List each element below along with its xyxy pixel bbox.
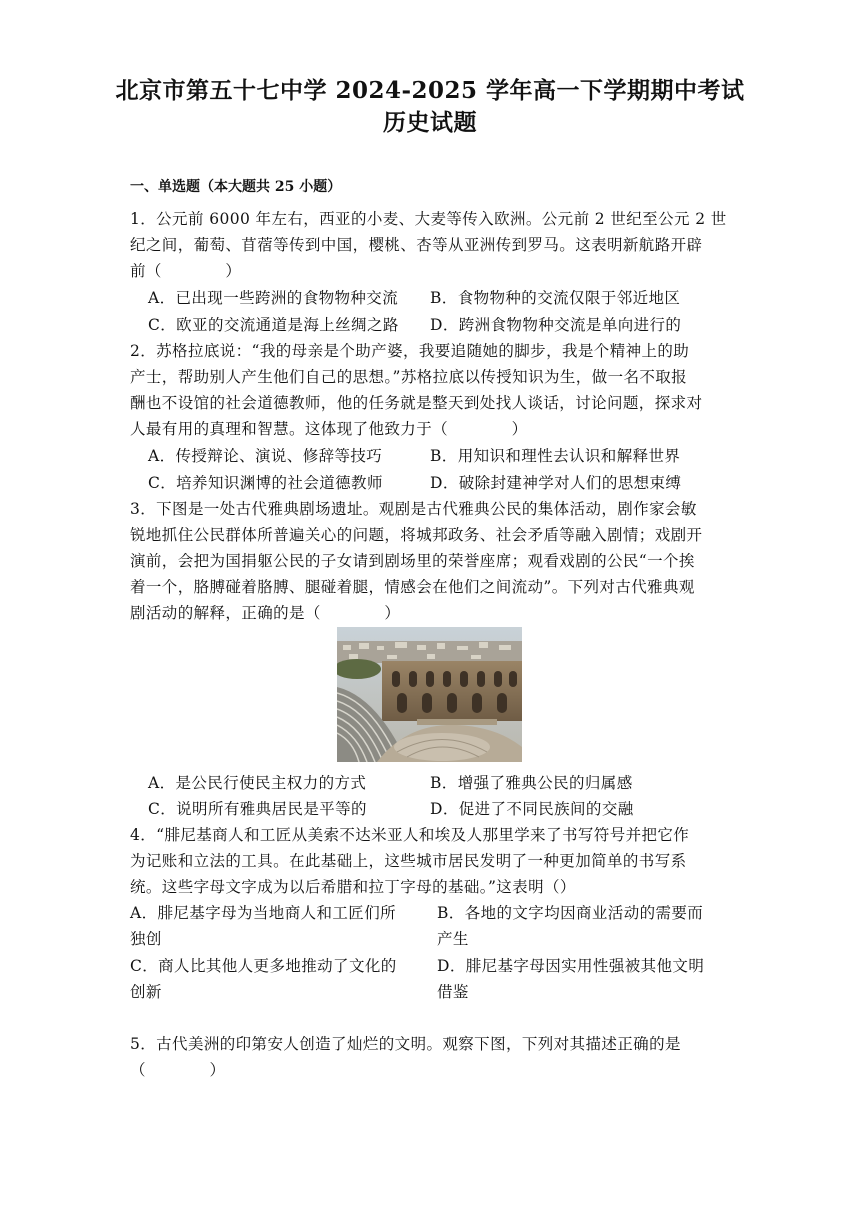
question-1-option-c: C．欧亚的交流通道是海上丝绸之路 bbox=[148, 316, 399, 334]
section-heading: 一、单选题（本大题共 25 小题） bbox=[130, 179, 342, 195]
question-4-option-a-cont: 独创 bbox=[130, 930, 162, 948]
question-3-option-a: A．是公民行使民主权力的方式 bbox=[148, 774, 367, 792]
question-4-option-b-cont: 产生 bbox=[437, 930, 469, 948]
question-2-option-b: B．用知识和理性去认识和解释世界 bbox=[430, 447, 681, 465]
question-4-text: 统。这些字母文字成为以后希腊和拉丁字母的基础。”这表明（） bbox=[130, 878, 576, 896]
question-2-option-c: C．培养知识渊博的社会道德教师 bbox=[148, 474, 383, 492]
question-4-option-d-cont: 借鉴 bbox=[437, 983, 469, 1001]
question-3-text: 着一个，胳膊碰着胳膊、腿碰着腿，情感会在他们之间流动”。下列对古代雅典观 bbox=[130, 578, 695, 596]
question-2-text: 酬也不设馆的社会道德教师，他的任务就是整天到处找人谈话，讨论问题，探求对 bbox=[130, 394, 703, 412]
question-4-option-b: B．各地的文字均因商业活动的需要而 bbox=[437, 904, 704, 922]
question-1-option-d: D．跨洲食物物种交流是单向进行的 bbox=[430, 316, 682, 334]
question-1-text: 前（ ） bbox=[130, 262, 242, 280]
question-4-option-c-cont: 创新 bbox=[130, 983, 162, 1001]
question-3-option-c: C．说明所有雅典居民是平等的 bbox=[148, 800, 367, 818]
question-4-text: 为记账和立法的工具。在此基础上，这些城市居民发明了一种更加简单的书写系 bbox=[130, 852, 687, 870]
question-1-option-a: A．已出现一些跨洲的食物物种交流 bbox=[148, 289, 399, 307]
question-1-option-b: B．食物物种的交流仅限于邻近地区 bbox=[430, 289, 681, 307]
question-4-option-c: C．商人比其他人更多地推动了文化的 bbox=[130, 957, 397, 975]
question-1-text: 纪之间，葡萄、苜蓿等传到中国，樱桃、杏等从亚洲传到罗马。这表明新航路开辟 bbox=[130, 236, 703, 254]
question-4-option-a: A．腓尼基字母为当地商人和工匠们所 bbox=[130, 904, 396, 922]
question-4-option-d: D．腓尼基字母因实用性强被其他文明 bbox=[437, 957, 705, 975]
question-2-option-d: D．破除封建神学对人们的思想束缚 bbox=[430, 474, 682, 492]
question-4-text: 4．“腓尼基商人和工匠从美索不达米亚人和埃及人那里学来了书写符号并把它作 bbox=[130, 826, 690, 844]
question-3-text: 3．下图是一处古代雅典剧场遗址。观剧是古代雅典公民的集体活动，剧作家会敏 bbox=[130, 500, 697, 518]
question-2-text: 人最有用的真理和智慧。这体现了他致力于（ ） bbox=[130, 420, 528, 438]
question-2-text: 产士，帮助别人产生他们自己的思想。”苏格拉底以传授知识为生，做一名不取报 bbox=[130, 368, 688, 386]
question-3-option-b: B．增强了雅典公民的归属感 bbox=[430, 774, 633, 792]
question-3-option-d: D．促进了不同民族间的交融 bbox=[430, 800, 634, 818]
theatre-ruins-image bbox=[337, 627, 522, 762]
question-2-option-a: A．传授辩论、演说、修辞等技巧 bbox=[148, 447, 383, 465]
question-3-text: 演前，会把为国捐躯公民的子女请到剧场里的荣誉座席；观看戏剧的公民“一个挨 bbox=[130, 552, 695, 570]
exam-subject: 历史试题 bbox=[383, 109, 477, 136]
question-2-text: 2．苏格拉底说：“我的母亲是个助产婆，我要追随她的脚步，我是个精神上的助 bbox=[130, 342, 690, 360]
question-5-text: （ ） bbox=[130, 1061, 226, 1079]
question-3-text: 剧活动的解释，正确的是（ ） bbox=[130, 604, 401, 622]
question-5-text: 5．古代美洲的印第安人创造了灿烂的文明。观察下图，下列对其描述正确的是 bbox=[130, 1035, 681, 1053]
exam-title: 北京市第五十七中学 2024-2025 学年高一下学期期中考试 bbox=[115, 77, 745, 104]
question-1-text: 1．公元前 6000 年左右，西亚的小麦、大麦等传入欧洲。公元前 2 世纪至公元 2 世 bbox=[130, 210, 727, 228]
question-3-text: 锐地抓住公民群体所普遍关心的问题，将城邦政务、社会矛盾等融入剧情；戏剧开 bbox=[130, 526, 703, 544]
